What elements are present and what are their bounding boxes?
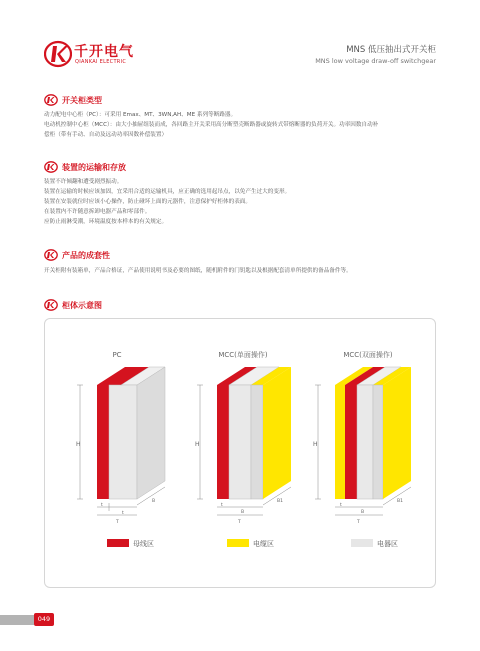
logo-mark-icon <box>44 40 72 68</box>
text-line: 偿柜（带有手动、自动及远动功率因数补偿装置） <box>44 132 168 138</box>
device-zone-front <box>373 385 383 499</box>
height-label: H <box>195 441 200 448</box>
section-bullet-icon <box>44 299 58 311</box>
section-bullet-icon <box>44 249 58 261</box>
brand-name-cn: 千开电气 <box>74 44 134 60</box>
legend-swatch-busbar <box>107 539 129 547</box>
width-part-label: B1 <box>277 499 283 504</box>
cabinet-label-mcc-single: MCC(单面操作) <box>218 351 268 359</box>
width-part-label: B1 <box>397 499 403 504</box>
depth-part-label: t <box>122 511 124 516</box>
text-line: 电动机控制中心柜（MCC）：由大小抽屉组装而成，各回路主开关采用高分断塑壳断路器或旋转式带熔断器的负荷开关。功率因数自动补 <box>44 122 379 128</box>
device-zone-front <box>109 385 137 499</box>
section-title: 装置的运输和存放 <box>62 162 126 172</box>
section-body-completeness <box>44 266 439 276</box>
text-line: 装置在安装就位时应该小心操作，防止碰坏上面的元器件，注意保护好柜体的表面。 <box>44 199 251 205</box>
busbar-zone-side <box>345 385 357 499</box>
cable-zone-side <box>335 385 345 499</box>
section-bullet-icon <box>44 161 58 173</box>
device-zone-front <box>357 385 373 499</box>
busbar-zone-side <box>217 385 229 499</box>
cabinet-mcc-double <box>313 367 411 525</box>
width-label: B <box>152 499 156 504</box>
text-line: 在装置内不许随意拆卸电器产品和零部件。 <box>44 209 151 215</box>
width-label: B <box>241 510 245 515</box>
depth-label: T <box>116 520 119 525</box>
footer-bar <box>0 615 34 625</box>
cabinet-pc <box>76 367 165 525</box>
section-body-transport <box>44 177 439 227</box>
depth-label: T <box>357 520 360 525</box>
text-line: 装置在运输的时候应该加固，宜采用合适的运输机具，应正确的选用起吊点，以免产生过大的变形。 <box>44 189 291 195</box>
width-label: B <box>361 510 365 515</box>
doc-title-cn: MNS 低压抽出式开关柜 <box>346 45 436 55</box>
section-heading-completeness <box>44 248 110 262</box>
cabinet-diagram <box>45 319 435 587</box>
brand-name-en: QIANKAI ELECTRIC <box>75 59 127 65</box>
text-line: 开关柜附有装箱单，产品合格证，产品使用说明书及必要的图纸，随机附件的门钥匙以及根据配套清单所提供的备品备件等。 <box>44 268 352 274</box>
height-label: H <box>76 441 81 448</box>
depth-part-label: t <box>221 503 223 508</box>
device-zone-front <box>229 385 251 499</box>
legend-label-device: 电器区 <box>377 540 398 548</box>
section-title: 产品的成套性 <box>62 250 110 260</box>
text-line: 装置不许倾翻和遭受剧烈振动。 <box>44 179 123 185</box>
cabinet-label-mcc-double: MCC(双面操作) <box>343 351 393 359</box>
section-body-types <box>44 110 439 140</box>
section-heading-types <box>44 93 102 107</box>
section-heading-diagram <box>44 298 102 312</box>
legend-swatch-cable <box>227 539 249 547</box>
legend-label-busbar: 母线区 <box>133 540 154 548</box>
section-title: 柜体示意图 <box>62 300 102 310</box>
height-label: H <box>313 441 318 448</box>
company-logo <box>44 40 194 74</box>
page-number: 049 <box>34 613 54 626</box>
section-title: 开关柜类型 <box>62 95 102 105</box>
cabinet-diagram-panel <box>44 318 436 588</box>
cable-zone-side <box>263 367 291 499</box>
doc-title-en: MNS low voltage draw-off switchgear <box>315 57 436 65</box>
text-line: 动力配电中心柜（PC）：可采用 Emax、MT、3WN,AH、ME 系列等断路器。 <box>44 112 237 118</box>
device-zone-side <box>137 367 165 499</box>
device-zone-front <box>251 385 263 499</box>
depth-part-label: t <box>340 503 342 508</box>
legend-swatch-device <box>351 539 373 547</box>
text-line: 应防止雨淋受潮，环境温度按本样本的有关规定。 <box>44 219 168 225</box>
section-heading-transport <box>44 160 126 174</box>
busbar-zone-side <box>97 385 109 499</box>
depth-part-label: t <box>101 503 103 508</box>
legend <box>107 539 398 548</box>
cabinet-mcc-single <box>195 367 291 525</box>
legend-label-cable: 电缆区 <box>253 540 274 548</box>
cable-zone-side <box>383 367 411 499</box>
cabinet-label-pc: PC <box>112 351 122 359</box>
depth-label: T <box>238 520 241 525</box>
section-bullet-icon <box>44 94 58 106</box>
